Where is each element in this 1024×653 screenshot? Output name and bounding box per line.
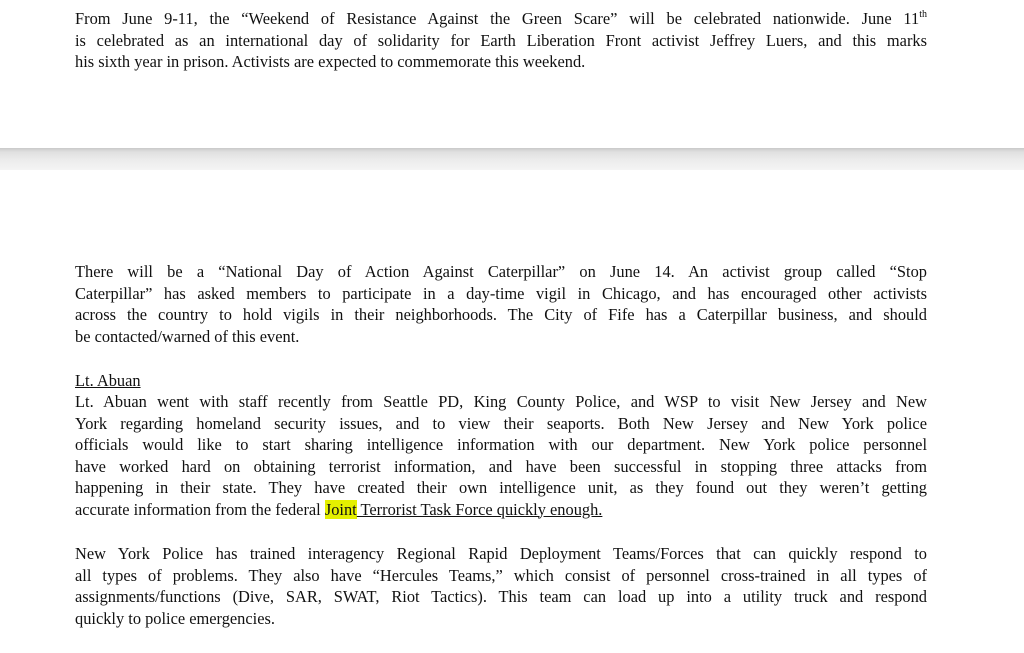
text-line: quickly to police emergencies. <box>75 608 275 628</box>
text-line-part: accurate information from the federal <box>75 499 325 519</box>
text-line: is celebrated as an international day of solidarity for Earth Liberation Front activist Jeffrey Luers, and this marks <box>75 30 927 50</box>
paragraph-green-scare <box>75 8 927 73</box>
text-line-part: Terrorist Task Force quickly enough. <box>356 499 603 519</box>
paragraph-caterpillar <box>75 261 927 347</box>
text-line: There will be a “National Day of Action Against Caterpillar” on June 14. An activist group called “Stop <box>75 262 927 281</box>
text-line <box>75 8 927 30</box>
superscript: th <box>919 9 927 20</box>
highlighted-word: Joint <box>324 499 357 519</box>
page-separator <box>0 148 1024 170</box>
text-line <box>75 499 927 521</box>
text-line: New York Police has trained interagency Regional Rapid Deployment Teams/Forces that can quickly respond to <box>75 544 927 563</box>
text-line: Caterpillar” has asked members to participate in a day-time vigil in Chicago, and has encouraged other activists <box>75 283 927 303</box>
text-line: be contacted/warned of this event. <box>75 326 300 346</box>
text-line: York regarding homeland security issues, and to view their seaports. Both New Jersey and New York police <box>75 413 927 433</box>
text-line: across the country to hold vigils in their neighborhoods. The City of Fife has a Caterpillar business, and should <box>75 305 927 324</box>
paragraph-ny-police <box>75 543 927 629</box>
text-line: his sixth year in prison. Activists are expected to commemorate this weekend. <box>75 52 586 71</box>
text-line: have worked hard on obtaining terrorist information, and have been successful in stopping three attacks from <box>75 456 927 476</box>
text-line: officials would like to start sharing intelligence information with our department. New York police personnel <box>75 435 927 454</box>
text-line: assignments/functions (Dive, SAR, SWAT, Riot Tactics). This team can load up into a utility truck and respond <box>75 587 927 606</box>
section-heading: Lt. Abuan <box>75 371 141 390</box>
text-line: happening in their state. They have created their own intelligence unit, as they found out they weren’t getting <box>75 478 927 497</box>
text-line: all types of problems. They also have “Hercules Teams,” which consist of personnel cross-trained in all types of <box>75 565 927 585</box>
paragraph-lt-abuan <box>75 391 927 520</box>
text-line: Lt. Abuan went with staff recently from Seattle PD, King County Police, and WSP to visit New Jersey and New <box>75 392 927 411</box>
text-line-part: From June 9-11, the “Weekend of Resistance Against the Green Scare” will be celebrated nationwide. June 11 <box>75 9 920 28</box>
